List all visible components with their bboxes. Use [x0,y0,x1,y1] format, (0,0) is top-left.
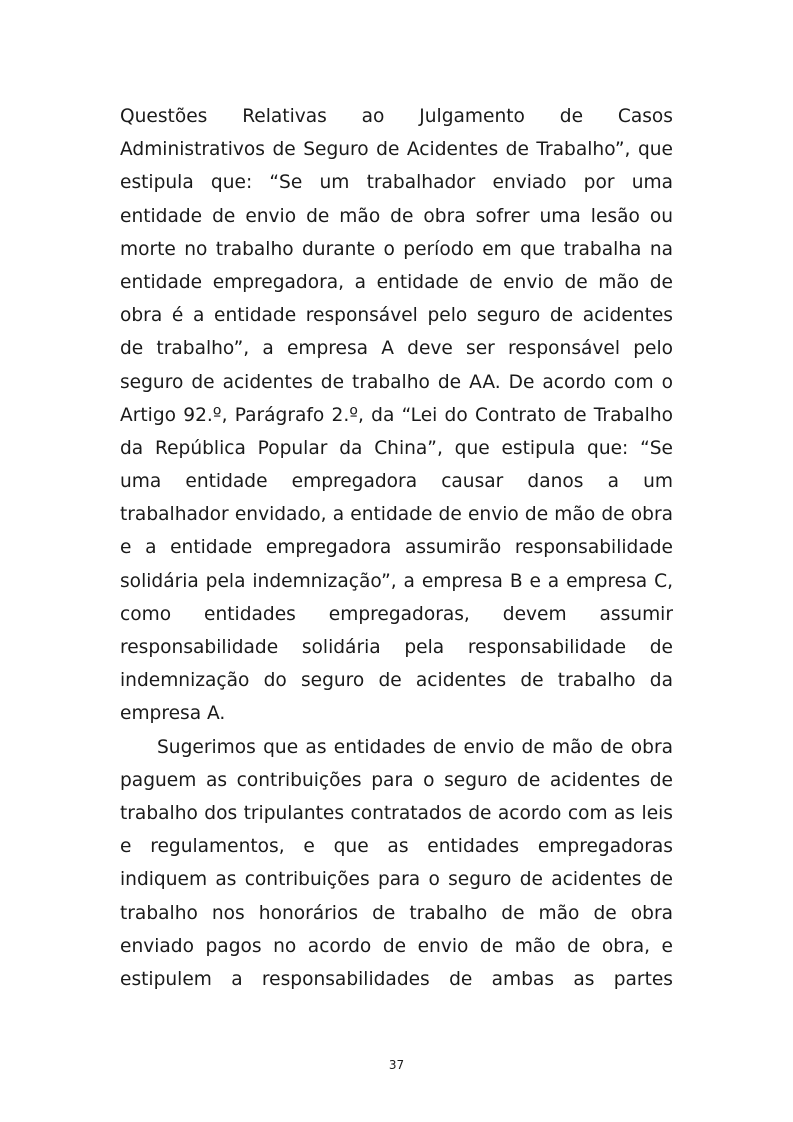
paragraph-2 [120,731,673,997]
text-line: trabalhador envidado, a entidade de envio de mão de obra [120,504,673,526]
text-line: empresa A. [120,703,226,725]
text-line: Administrativos de Seguro de Acidentes de Trabalho”, que [120,139,673,161]
text-line: de trabalho”, a empresa A deve ser responsável pelo [120,338,673,360]
text-line: obra é a entidade responsável pelo seguro de acidentes [120,305,673,327]
text-line: Sugerimos que as entidades de envio de mão de obra [157,736,673,758]
text-line: uma entidade empregadora causar danos a um [120,471,673,493]
text-line: morte no trabalho durante o período em que trabalha na [120,238,673,260]
text-line: trabalho dos tripulantes contratados de acordo com as leis [120,802,673,824]
text-line: e a entidade empregadora assumirão responsabilidade [120,537,673,559]
text-line: da República Popular da China”, que estipula que: “Se [120,437,673,459]
text-line: estipula que: “Se um trabalhador enviado por uma [120,172,673,194]
text-line: Artigo 92.º, Parágrafo 2.º, da “Lei do Contrato de Trabalho [120,404,673,426]
text-line: seguro de acidentes de trabalho de AA. De acordo com o [120,371,673,393]
text-line: como entidades empregadoras, devem assumir [120,603,673,625]
text-line: estipulem a responsabilidades de ambas as partes [120,968,673,990]
page-number: 37 [388,1058,405,1072]
text-line: entidade de envio de mão de obra sofrer uma lesão ou [120,205,673,227]
paragraph-1 [120,100,673,731]
text-line: responsabilidade solidária pela responsabilidade de [120,637,673,658]
text-line: indemnização do seguro de acidentes de trabalho da [120,670,673,692]
document-body [120,100,673,996]
text-line: enviado pagos no acordo de envio de mão de obra, e [120,935,673,957]
text-line: Questões Relativas ao Julgamento de Casos [120,106,673,127]
text-line: paguem as contribuições para o seguro de acidentes de [120,769,673,791]
text-line: trabalho nos honorários de trabalho de mão de obra [120,902,673,924]
text-line: e regulamentos, e que as entidades empregadoras [120,836,673,858]
text-line: entidade empregadora, a entidade de envio de mão de [120,271,673,293]
text-line: indiquem as contribuições para o seguro de acidentes de [120,869,673,891]
text-line: solidária pela indemnização”, a empresa B e a empresa C, [120,570,673,592]
